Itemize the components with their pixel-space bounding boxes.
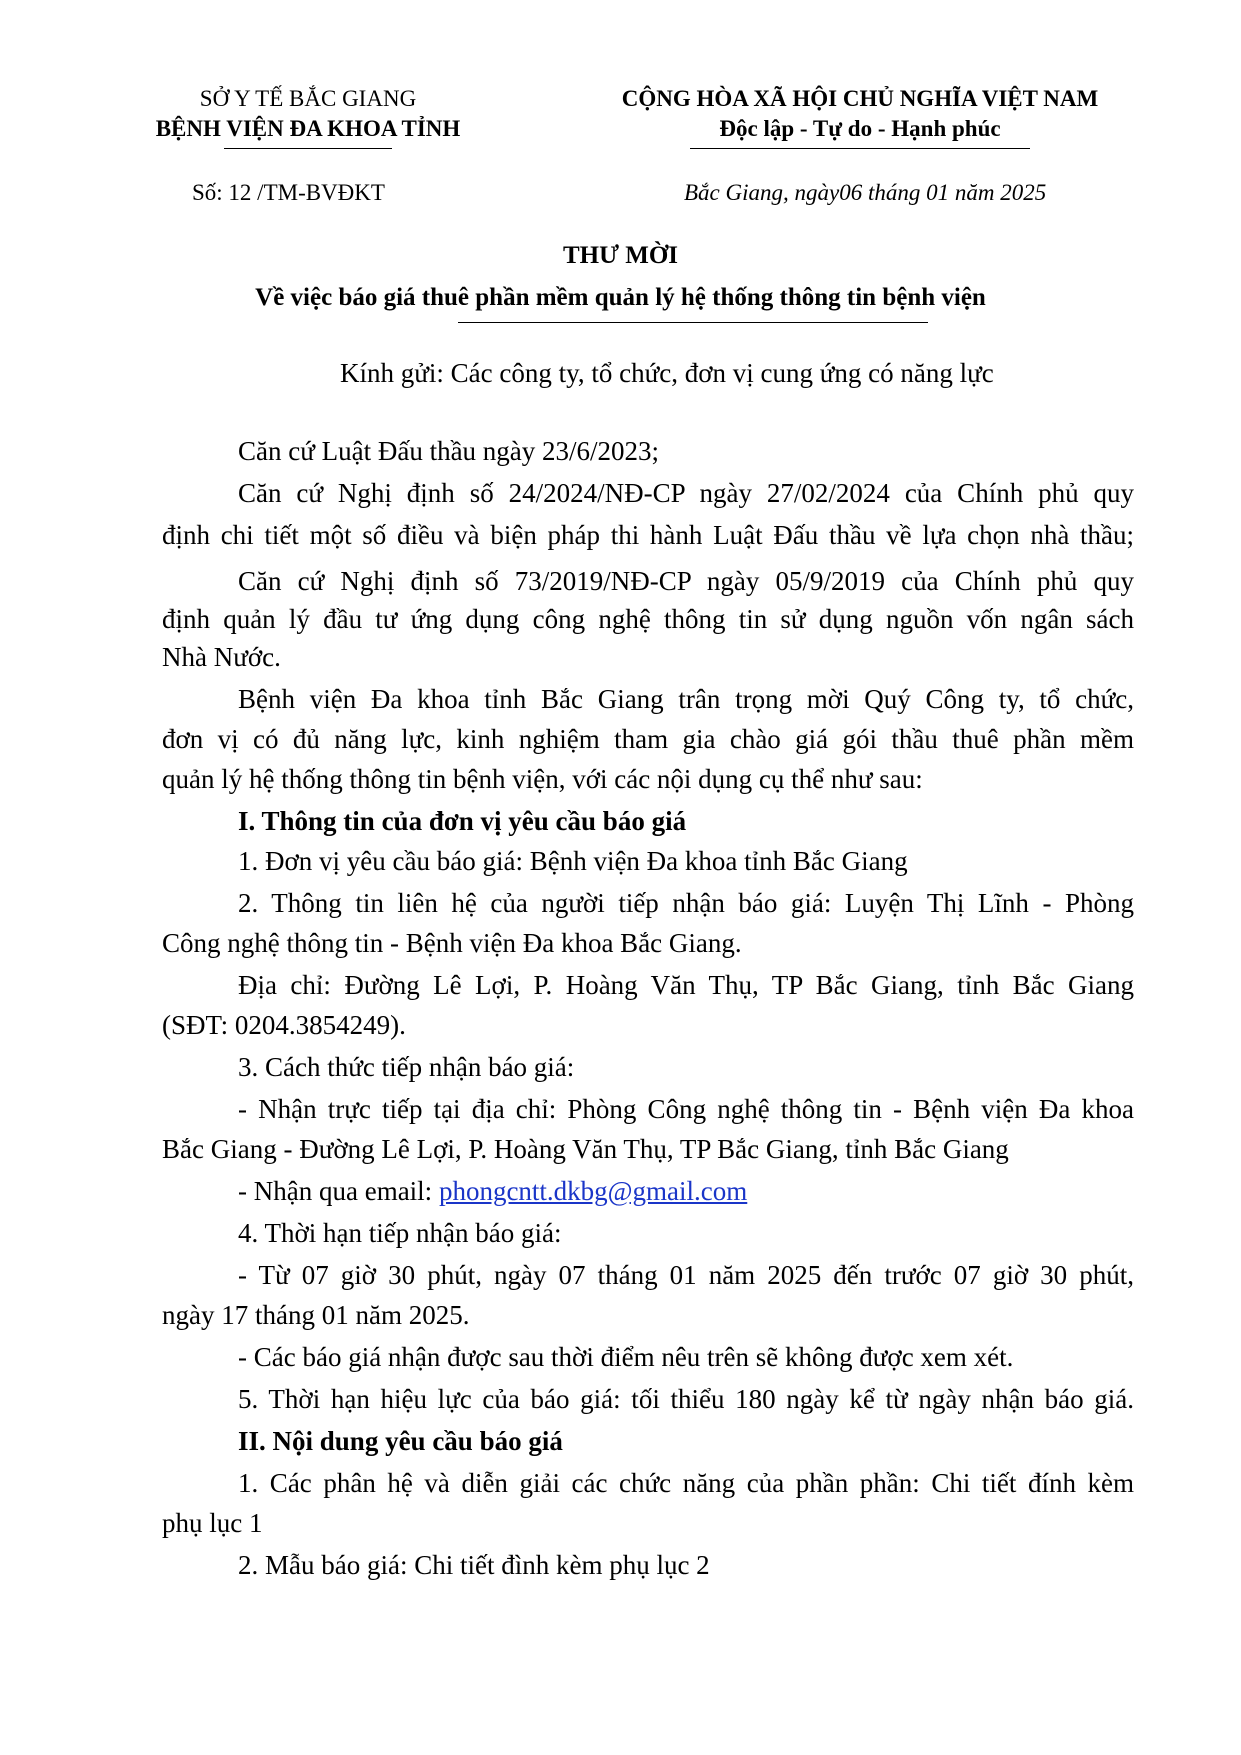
document-number: Số: 12 /TM-BVĐKT: [192, 180, 385, 205]
contact-line-1: 2. Thông tin liên hệ của người tiếp nhận báo giá: Luyện Thị Lĩnh - Phòng: [238, 888, 1134, 918]
legal-basis-3-line-1: Căn cứ Nghị định số 73/2019/NĐ-CP ngày 05/9/2019 của Chính phủ quy: [238, 566, 1134, 596]
document-subtitle: Về việc báo giá thuê phần mềm quản lý hệ thống thông tin bệnh viện: [255, 284, 986, 311]
legal-basis-1: Căn cứ Luật Đấu thầu ngày 23/6/2023;: [238, 436, 660, 466]
modules-line-1: 1. Các phân hệ và diễn giải các chức năng của phần phần: Chi tiết đính kèm: [238, 1468, 1134, 1498]
deadline-line-2: ngày 17 tháng 01 năm 2025.: [162, 1300, 470, 1330]
section-1-heading: I. Thông tin của đơn vị yêu cầu báo giá: [238, 806, 687, 836]
address-phone: (SĐT: 0204.3854249).: [162, 1010, 406, 1040]
deadline-heading: 4. Thời hạn tiếp nhận báo giá:: [238, 1218, 562, 1248]
place-and-date: Bắc Giang, ngày06 tháng 01 năm 2025: [684, 180, 1047, 205]
legal-basis-3-line-3: Nhà Nước.: [162, 642, 281, 672]
invitation-line-3: quản lý hệ thống thông tin bệnh viện, với các nội dụng cụ thể như sau:: [162, 764, 923, 794]
legal-basis-2-line-1: Căn cứ Nghị định số 24/2024/NĐ-CP ngày 27/02/2024 của Chính phủ quy: [238, 478, 1134, 508]
requesting-unit: 1. Đơn vị yêu cầu báo giá: Bệnh viện Đa khoa tỉnh Bắc Giang: [238, 846, 908, 876]
hospital-name: BỆNH VIỆN ĐA KHOA TỈNH: [155, 116, 461, 141]
title-underline: [458, 322, 928, 323]
invitation-line-1: Bệnh viện Đa khoa tỉnh Bắc Giang trân trọng mời Quý Công ty, tổ chức,: [238, 684, 1134, 714]
deadline-line-1: - Từ 07 giờ 30 phút, ngày 07 tháng 01 năm 2025 đến trước 07 giờ 30 phút,: [238, 1260, 1134, 1290]
receiving-direct-line-1: - Nhận trực tiếp tại địa chỉ: Phòng Công nghệ thông tin - Bệnh viện Đa khoa: [238, 1094, 1134, 1124]
section-2-heading: II. Nội dung yêu cầu báo giá: [238, 1426, 563, 1456]
national-motto: Độc lập - Tự do - Hạnh phúc: [719, 116, 1001, 141]
modules-line-2: phụ lục 1: [162, 1508, 263, 1538]
invitation-line-2: đơn vị có đủ năng lực, kinh nghiệm tham gia chào giá gói thầu thuê phần mềm: [162, 724, 1134, 754]
receiving-email-line: [238, 1176, 747, 1207]
receiving-method-heading: 3. Cách thức tiếp nhận báo giá:: [238, 1052, 575, 1082]
legal-basis-2-line-2: định chi tiết một số điều và biện pháp thi hành Luật Đấu thầu về lựa chọn nhà thầu;: [162, 520, 1134, 550]
department-name: SỞ Y TẾ BẮC GIANG: [199, 86, 417, 111]
document-title: THƯ MỜI: [562, 242, 679, 269]
quote-template: 2. Mẫu báo giá: Chi tiết đình kèm phụ lục 2: [238, 1550, 710, 1580]
legal-basis-3-line-2: định quản lý đầu tư ứng dụng công nghệ thông tin sử dụng nguồn vốn ngân sách: [162, 604, 1134, 634]
late-quotes-note: - Các báo giá nhận được sau thời điểm nêu trên sẽ không được xem xét.: [238, 1342, 1014, 1372]
republic-name: CỘNG HÒA XÃ HỘI CHỦ NGHĨA VIỆT NAM: [621, 86, 1099, 111]
validity-period: 5. Thời hạn hiệu lực của báo giá: tối thiểu 180 ngày kể từ ngày nhận báo giá.: [238, 1384, 1134, 1414]
address-line-1: Địa chỉ: Đường Lê Lợi, P. Hoàng Văn Thụ, TP Bắc Giang, tỉnh Bắc Giang: [238, 970, 1134, 1000]
motto-underline: [690, 148, 1030, 149]
hospital-underline: [224, 148, 392, 149]
contact-line-2: Công nghệ thông tin - Bệnh viện Đa khoa Bắc Giang.: [162, 928, 742, 958]
receiving-direct-line-2: Bắc Giang - Đường Lê Lợi, P. Hoàng Văn Thụ, TP Bắc Giang, tỉnh Bắc Giang: [162, 1134, 1009, 1164]
salutation: Kính gửi: Các công ty, tổ chức, đơn vị cung ứng có năng lực: [340, 358, 994, 388]
email-link[interactable]: phongcntt.dkbg@gmail.com: [438, 1176, 748, 1206]
receiving-email-label: - Nhận qua email:: [238, 1176, 439, 1206]
